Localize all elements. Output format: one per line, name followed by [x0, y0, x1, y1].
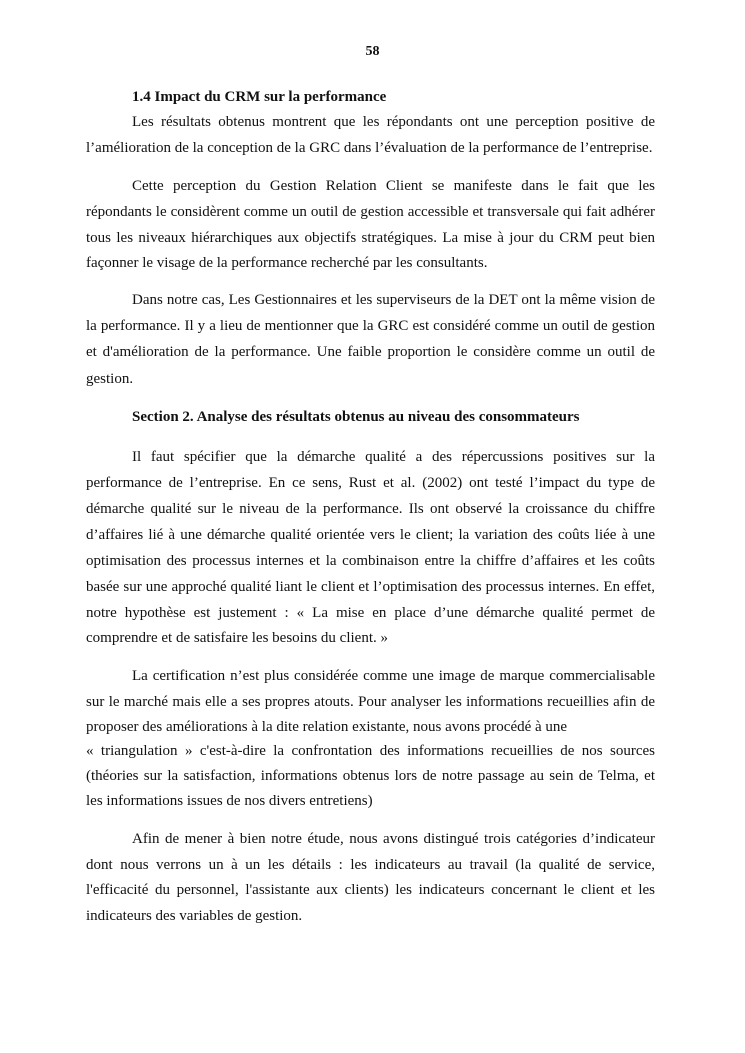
- text-line: et d'amélioration de la performance. Une faible proportion le considère comme un outil de: [86, 344, 655, 360]
- text-line: proposer des améliorations à la dite relation existante, nous avons procédé à une: [86, 719, 568, 735]
- heading-text: Section 2. Analyse des résultats obtenus au niveau des consommateurs: [132, 409, 580, 425]
- text-line: gestion.: [86, 371, 134, 387]
- text-line: démarche qualité sur le niveau de la performance. Ils ont observé la croissance du chiffre: [86, 501, 655, 517]
- text-line: Afin de mener à bien notre étude, nous avons distingué trois catégories d’indicateur: [132, 831, 655, 847]
- page-number: 58: [365, 44, 380, 59]
- text-line: sur le marché mais elle a ses propres atouts. Pour analyser les informations recueillies afin de: [86, 694, 655, 710]
- text-line: l’amélioration de la conception de la GRC dans l’évaluation de la performance de l’entreprise.: [86, 140, 653, 156]
- text-line: performance de l’entreprise. En ce sens, Rust et al. (2002) ont testé l’impact du type de: [86, 475, 655, 491]
- text-line: Dans notre cas, Les Gestionnaires et les superviseurs de la DET ont la même vision de: [132, 292, 655, 308]
- text-line: tous les niveaux hiérarchiques aux objectifs stratégiques. La mise à jour du CRM peut bien: [86, 230, 655, 246]
- text-line: basée sur une approché qualité liant le client et l’optimisation des processus internes. En effet,: [86, 579, 655, 595]
- text-line: indicateurs des variables de gestion.: [86, 908, 303, 924]
- text-line: La certification n’est plus considérée comme une image de marque commercialisable: [132, 668, 655, 684]
- text-line: Cette perception du Gestion Relation Client se manifeste dans le fait que les: [132, 178, 655, 194]
- text-line: « triangulation » c'est-à-dire la confrontation des informations recueillies de nos sources: [86, 743, 655, 759]
- text-line: façonner le visage de la performance recherché par les consultants.: [86, 255, 488, 271]
- text-line: comprendre et de satisfaire les besoins du client. »: [86, 630, 388, 646]
- text-line: dont nous verrons un à un les détails : les indicateurs au travail (la qualité de service,: [86, 857, 655, 873]
- text-line: d’affaires lié à une démarche qualité orientée vers le client; la variation des coûts liée à une: [86, 527, 655, 543]
- text-line: les informations issues de nos divers entretiens): [86, 793, 373, 809]
- text-line: Il faut spécifier que la démarche qualité a des répercussions positives sur la: [132, 449, 655, 465]
- text-line: répondants le considèrent comme un outil de gestion accessible et transversale qui fait adhérer: [86, 204, 655, 220]
- text-line: optimisation des processus internes et la combinaison entre la chiffre d’affaires et les coûts: [86, 553, 655, 569]
- text-line: notre hypothèse est justement : « La mise en place d’une démarche qualité permet de: [86, 605, 655, 621]
- text-line: (théories sur la satisfaction, informations obtenus lors de notre passage au sein de Telma, et: [86, 768, 655, 784]
- heading-text: 1.4 Impact du CRM sur la performance: [132, 89, 387, 105]
- text-line: l'efficacité du personnel, l'assistante aux clients) les indicateurs concernant le client et les: [86, 882, 655, 898]
- text-line: la performance. Il y a lieu de mentionner que la GRC est considéré comme un outil de gestion: [86, 318, 655, 334]
- text-line: Les résultats obtenus montrent que les répondants ont une perception positive de: [132, 114, 655, 130]
